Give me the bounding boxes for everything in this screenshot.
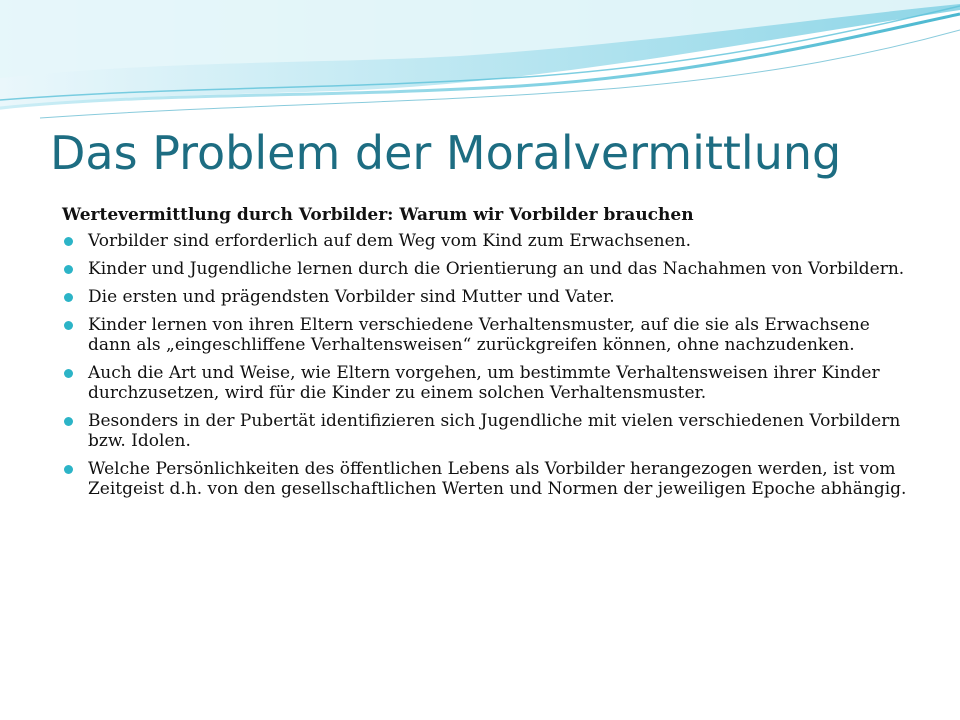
bullet-item <box>62 287 912 307</box>
bullet-item <box>62 459 912 499</box>
bullet-dot-icon <box>64 237 73 246</box>
slide-title: Das Problem der Moralvermittlung <box>50 126 842 180</box>
bullet-dot-icon <box>64 369 73 378</box>
bullet-dot-icon <box>64 465 73 474</box>
slide-content <box>62 204 912 507</box>
bullet-dot-icon <box>64 321 73 330</box>
bullet-dot-icon <box>64 417 73 426</box>
slide-subtitle: Wertevermittlung durch Vorbilder: Warum wir Vorbilder brauchen <box>62 205 694 225</box>
bullet-item <box>62 259 912 279</box>
bullet-dot-icon <box>64 293 73 302</box>
bullet-text: Besonders in der Pubertät identifizieren sich Jugendliche mit vielen verschiedenen Vorbildern bzw. Idolen. <box>88 411 901 451</box>
header-wave-decoration <box>0 0 960 130</box>
bullet-dot-icon <box>64 265 73 274</box>
bullet-item <box>62 363 912 403</box>
bullet-list <box>62 231 912 499</box>
bullet-text: Kinder lernen von ihren Eltern verschiedene Verhaltensmuster, auf die sie als Erwachsene dann als „eingeschliffene Verhaltensweisen“ zurückgreifen können, ohne nachzudenken. <box>88 315 870 355</box>
bullet-item <box>62 231 912 251</box>
bullet-item <box>62 411 912 451</box>
bullet-text: Welche Persönlichkeiten des öffentlichen Lebens als Vorbilder herangezogen werden, ist vom Zeitgeist d.h. von den gesellschaftlichen Werten und Normen der jeweiligen Epoche abhängig. <box>88 459 907 499</box>
bullet-text: Die ersten und prägendsten Vorbilder sind Mutter und Vater. <box>88 287 615 307</box>
bullet-text: Vorbilder sind erforderlich auf dem Weg vom Kind zum Erwachsenen. <box>88 231 692 251</box>
bullet-text: Kinder und Jugendliche lernen durch die Orientierung an und das Nachahmen von Vorbildern. <box>88 259 905 279</box>
bullet-text: Auch die Art und Weise, wie Eltern vorgehen, um bestimmte Verhaltensweisen ihrer Kinder durchzusetzen, wird für die Kinder zu einem solchen Verhaltensmuster. <box>88 363 880 403</box>
bullet-item <box>62 315 912 355</box>
